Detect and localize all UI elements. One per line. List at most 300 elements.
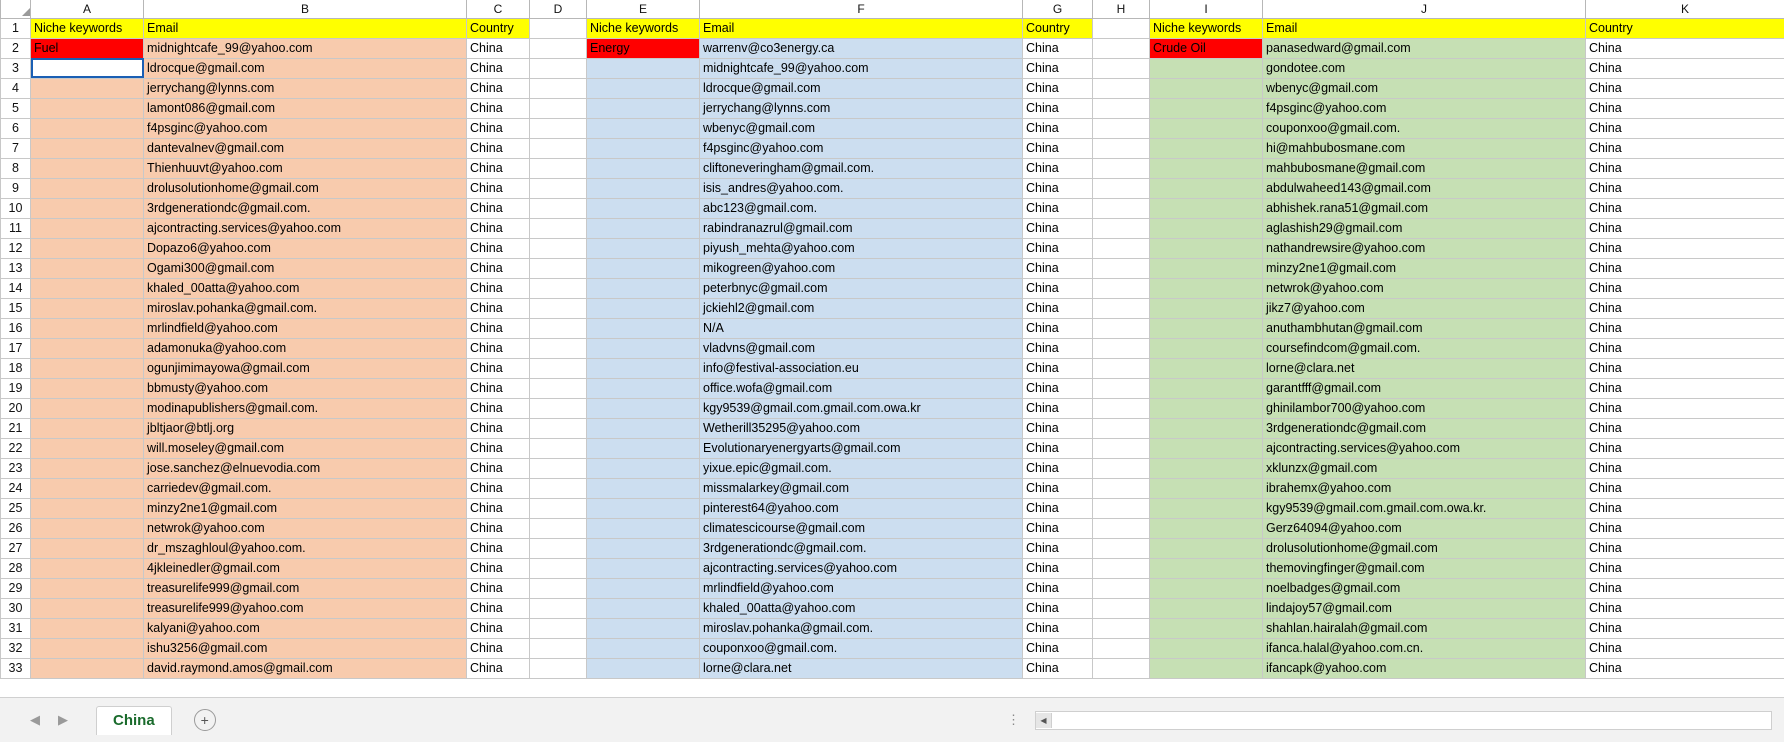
cell-K29[interactable]: China	[1586, 578, 1784, 598]
cell-B12[interactable]: Dopazo6@yahoo.com	[144, 238, 467, 258]
cell-H3[interactable]	[1093, 58, 1150, 78]
cell-C29[interactable]: China	[467, 578, 530, 598]
cell-F32[interactable]: couponxoo@gmail.com.	[700, 638, 1023, 658]
cell-B25[interactable]: minzy2ne1@gmail.com	[144, 498, 467, 518]
cell-F12[interactable]: piyush_mehta@yahoo.com	[700, 238, 1023, 258]
cell-B16[interactable]: mrlindfield@yahoo.com	[144, 318, 467, 338]
table-row[interactable]	[1, 58, 1784, 78]
cell-B19[interactable]: bbmusty@yahoo.com	[144, 378, 467, 398]
cell-D8[interactable]	[530, 158, 587, 178]
cell-K8[interactable]: China	[1586, 158, 1784, 178]
cell-J32[interactable]: ifanca.halal@yahoo.com.cn.	[1263, 638, 1586, 658]
cell-G20[interactable]: China	[1023, 398, 1093, 418]
table-row[interactable]	[1, 298, 1784, 318]
cell-K32[interactable]: China	[1586, 638, 1784, 658]
row-number-3[interactable]: 3	[1, 58, 31, 78]
cell-I14[interactable]	[1150, 278, 1263, 298]
cell-F4[interactable]: ldrocque@gmail.com	[700, 78, 1023, 98]
cell-A16[interactable]	[31, 318, 144, 338]
table-row[interactable]	[1, 318, 1784, 338]
cell-D4[interactable]	[530, 78, 587, 98]
cell-I9[interactable]	[1150, 178, 1263, 198]
cell-J10[interactable]: abhishek.rana51@gmail.com	[1263, 198, 1586, 218]
cell-K20[interactable]: China	[1586, 398, 1784, 418]
cell-E21[interactable]	[587, 418, 700, 438]
table-row[interactable]	[1, 78, 1784, 98]
cell-D17[interactable]	[530, 338, 587, 358]
cell-B13[interactable]: Ogami300@gmail.com	[144, 258, 467, 278]
cell-E26[interactable]	[587, 518, 700, 538]
cell-A5[interactable]	[31, 98, 144, 118]
cell-A29[interactable]	[31, 578, 144, 598]
cell-E31[interactable]	[587, 618, 700, 638]
cell-A20[interactable]	[31, 398, 144, 418]
cell-E30[interactable]	[587, 598, 700, 618]
cell-H15[interactable]	[1093, 298, 1150, 318]
cell-H7[interactable]	[1093, 138, 1150, 158]
cell-K6[interactable]: China	[1586, 118, 1784, 138]
header-cell-B[interactable]: Email	[144, 18, 467, 38]
cell-E17[interactable]	[587, 338, 700, 358]
cell-I3[interactable]	[1150, 58, 1263, 78]
header-cell-H[interactable]	[1093, 18, 1150, 38]
cell-F23[interactable]: yixue.epic@gmail.com.	[700, 458, 1023, 478]
cell-C24[interactable]: China	[467, 478, 530, 498]
cell-K21[interactable]: China	[1586, 418, 1784, 438]
cell-C30[interactable]: China	[467, 598, 530, 618]
cell-H9[interactable]	[1093, 178, 1150, 198]
cell-H24[interactable]	[1093, 478, 1150, 498]
table-row[interactable]	[1, 258, 1784, 278]
cell-D3[interactable]	[530, 58, 587, 78]
cell-G14[interactable]: China	[1023, 278, 1093, 298]
cell-G21[interactable]: China	[1023, 418, 1093, 438]
row-number-9[interactable]: 9	[1, 178, 31, 198]
cell-H14[interactable]	[1093, 278, 1150, 298]
cell-A31[interactable]	[31, 618, 144, 638]
column-header-E[interactable]: E	[587, 0, 700, 18]
cell-A18[interactable]	[31, 358, 144, 378]
cell-C19[interactable]: China	[467, 378, 530, 398]
cell-J6[interactable]: couponxoo@gmail.com.	[1263, 118, 1586, 138]
cell-B20[interactable]: modinapublishers@gmail.com.	[144, 398, 467, 418]
cell-H20[interactable]	[1093, 398, 1150, 418]
cell-A4[interactable]	[31, 78, 144, 98]
cell-I21[interactable]	[1150, 418, 1263, 438]
cell-F19[interactable]: office.wofa@gmail.com	[700, 378, 1023, 398]
cell-F16[interactable]: N/A	[700, 318, 1023, 338]
cell-K2[interactable]: China	[1586, 38, 1784, 58]
cell-H29[interactable]	[1093, 578, 1150, 598]
cell-F22[interactable]: Evolutionaryenergyarts@gmail.com	[700, 438, 1023, 458]
cell-E15[interactable]	[587, 298, 700, 318]
cell-F18[interactable]: info@festival-association.eu	[700, 358, 1023, 378]
cell-A11[interactable]	[31, 218, 144, 238]
sheet-nav-buttons[interactable]	[30, 712, 68, 728]
prev-sheet-icon[interactable]: ◀	[30, 712, 40, 727]
cell-A28[interactable]	[31, 558, 144, 578]
column-header-I[interactable]: I	[1150, 0, 1263, 18]
row-number-16[interactable]: 16	[1, 318, 31, 338]
cell-I25[interactable]	[1150, 498, 1263, 518]
header-cell-J[interactable]: Email	[1263, 18, 1586, 38]
cell-K26[interactable]: China	[1586, 518, 1784, 538]
column-header-G[interactable]: G	[1023, 0, 1093, 18]
cell-J12[interactable]: nathandrewsire@yahoo.com	[1263, 238, 1586, 258]
cell-G10[interactable]: China	[1023, 198, 1093, 218]
cell-I13[interactable]	[1150, 258, 1263, 278]
cell-G16[interactable]: China	[1023, 318, 1093, 338]
cell-K11[interactable]: China	[1586, 218, 1784, 238]
cell-G17[interactable]: China	[1023, 338, 1093, 358]
cell-E12[interactable]	[587, 238, 700, 258]
cell-J27[interactable]: drolusolutionhome@gmail.com	[1263, 538, 1586, 558]
cell-F9[interactable]: isis_andres@yahoo.com.	[700, 178, 1023, 198]
header-cell-D[interactable]	[530, 18, 587, 38]
cell-B6[interactable]: f4psginc@yahoo.com	[144, 118, 467, 138]
column-header-A[interactable]: A	[31, 0, 144, 18]
cell-I23[interactable]	[1150, 458, 1263, 478]
row-number-12[interactable]: 12	[1, 238, 31, 258]
table-row[interactable]	[1, 198, 1784, 218]
cell-A26[interactable]	[31, 518, 144, 538]
cell-C2[interactable]: China	[467, 38, 530, 58]
cell-K13[interactable]: China	[1586, 258, 1784, 278]
cell-G12[interactable]: China	[1023, 238, 1093, 258]
cell-A7[interactable]	[31, 138, 144, 158]
cell-A21[interactable]	[31, 418, 144, 438]
cell-D23[interactable]	[530, 458, 587, 478]
cell-E11[interactable]	[587, 218, 700, 238]
cell-B18[interactable]: ogunjimimayowa@gmail.com	[144, 358, 467, 378]
cell-D9[interactable]	[530, 178, 587, 198]
cell-F5[interactable]: jerrychang@lynns.com	[700, 98, 1023, 118]
row-number-2[interactable]: 2	[1, 38, 31, 58]
cell-D22[interactable]	[530, 438, 587, 458]
row-number-27[interactable]: 27	[1, 538, 31, 558]
cell-F7[interactable]: f4psginc@yahoo.com	[700, 138, 1023, 158]
cell-F29[interactable]: mrlindfield@yahoo.com	[700, 578, 1023, 598]
row-number-21[interactable]: 21	[1, 418, 31, 438]
cell-K30[interactable]: China	[1586, 598, 1784, 618]
cell-E29[interactable]	[587, 578, 700, 598]
cell-A14[interactable]	[31, 278, 144, 298]
cell-F24[interactable]: missmalarkey@gmail.com	[700, 478, 1023, 498]
cell-D7[interactable]	[530, 138, 587, 158]
cell-E24[interactable]	[587, 478, 700, 498]
cell-G22[interactable]: China	[1023, 438, 1093, 458]
table-row[interactable]	[1, 558, 1784, 578]
cell-J20[interactable]: ghinilambor700@yahoo.com	[1263, 398, 1586, 418]
cell-C12[interactable]: China	[467, 238, 530, 258]
cell-J18[interactable]: lorne@clara.net	[1263, 358, 1586, 378]
header-cell-A[interactable]: Niche keywords	[31, 18, 144, 38]
cell-H16[interactable]	[1093, 318, 1150, 338]
cell-G8[interactable]: China	[1023, 158, 1093, 178]
cell-D20[interactable]	[530, 398, 587, 418]
cell-C26[interactable]: China	[467, 518, 530, 538]
cell-I11[interactable]	[1150, 218, 1263, 238]
cell-I16[interactable]	[1150, 318, 1263, 338]
row-number-23[interactable]: 23	[1, 458, 31, 478]
cell-K7[interactable]: China	[1586, 138, 1784, 158]
header-cell-K[interactable]: Country	[1586, 18, 1784, 38]
cell-K31[interactable]: China	[1586, 618, 1784, 638]
cell-E14[interactable]	[587, 278, 700, 298]
cell-H23[interactable]	[1093, 458, 1150, 478]
row-number-13[interactable]: 13	[1, 258, 31, 278]
header-cell-E[interactable]: Niche keywords	[587, 18, 700, 38]
cell-G3[interactable]: China	[1023, 58, 1093, 78]
sheet-tab-china[interactable]: China	[96, 706, 172, 735]
table-row[interactable]	[1, 338, 1784, 358]
cell-C4[interactable]: China	[467, 78, 530, 98]
cell-J22[interactable]: ajcontracting.services@yahoo.com	[1263, 438, 1586, 458]
cell-I20[interactable]	[1150, 398, 1263, 418]
cell-K4[interactable]: China	[1586, 78, 1784, 98]
column-header-F[interactable]: F	[700, 0, 1023, 18]
cell-D5[interactable]	[530, 98, 587, 118]
cell-E23[interactable]	[587, 458, 700, 478]
cell-I28[interactable]	[1150, 558, 1263, 578]
table-row[interactable]	[1, 498, 1784, 518]
cell-H31[interactable]	[1093, 618, 1150, 638]
cell-I7[interactable]	[1150, 138, 1263, 158]
cell-B11[interactable]: ajcontracting.services@yahoo.com	[144, 218, 467, 238]
cell-G28[interactable]: China	[1023, 558, 1093, 578]
cell-I33[interactable]	[1150, 658, 1263, 678]
cell-A15[interactable]	[31, 298, 144, 318]
cell-D21[interactable]	[530, 418, 587, 438]
table-row[interactable]	[1, 418, 1784, 438]
cell-D33[interactable]	[530, 658, 587, 678]
table-row[interactable]	[1, 398, 1784, 418]
cell-G23[interactable]: China	[1023, 458, 1093, 478]
cell-E33[interactable]	[587, 658, 700, 678]
cell-B33[interactable]: david.raymond.amos@gmail.com	[144, 658, 467, 678]
cell-G15[interactable]: China	[1023, 298, 1093, 318]
cell-A3[interactable]	[31, 58, 144, 78]
cell-C7[interactable]: China	[467, 138, 530, 158]
cell-F14[interactable]: peterbnyc@gmail.com	[700, 278, 1023, 298]
cell-K17[interactable]: China	[1586, 338, 1784, 358]
cell-A6[interactable]	[31, 118, 144, 138]
table-row[interactable]	[1, 538, 1784, 558]
cell-K28[interactable]: China	[1586, 558, 1784, 578]
cell-D32[interactable]	[530, 638, 587, 658]
cell-A17[interactable]	[31, 338, 144, 358]
cell-J14[interactable]: netwrok@yahoo.com	[1263, 278, 1586, 298]
cell-K33[interactable]: China	[1586, 658, 1784, 678]
table-row[interactable]	[1, 218, 1784, 238]
cell-F31[interactable]: miroslav.pohanka@gmail.com.	[700, 618, 1023, 638]
row-number-28[interactable]: 28	[1, 558, 31, 578]
cell-K25[interactable]: China	[1586, 498, 1784, 518]
cell-C6[interactable]: China	[467, 118, 530, 138]
header-cell-F[interactable]: Email	[700, 18, 1023, 38]
cell-K12[interactable]: China	[1586, 238, 1784, 258]
table-row[interactable]	[1, 358, 1784, 378]
row-number-22[interactable]: 22	[1, 438, 31, 458]
cell-G5[interactable]: China	[1023, 98, 1093, 118]
cell-H32[interactable]	[1093, 638, 1150, 658]
cell-H27[interactable]	[1093, 538, 1150, 558]
row-number-4[interactable]: 4	[1, 78, 31, 98]
cell-K9[interactable]: China	[1586, 178, 1784, 198]
cell-B22[interactable]: will.moseley@gmail.com	[144, 438, 467, 458]
cell-I4[interactable]	[1150, 78, 1263, 98]
cell-G9[interactable]: China	[1023, 178, 1093, 198]
cell-F3[interactable]: midnightcafe_99@yahoo.com	[700, 58, 1023, 78]
cell-A9[interactable]	[31, 178, 144, 198]
cell-B5[interactable]: lamont086@gmail.com	[144, 98, 467, 118]
row-number-6[interactable]: 6	[1, 118, 31, 138]
cell-I18[interactable]	[1150, 358, 1263, 378]
cell-H10[interactable]	[1093, 198, 1150, 218]
cell-C33[interactable]: China	[467, 658, 530, 678]
row-number-7[interactable]: 7	[1, 138, 31, 158]
table-row[interactable]	[1, 438, 1784, 458]
header-cell-C[interactable]: Country	[467, 18, 530, 38]
cell-E7[interactable]	[587, 138, 700, 158]
table-row[interactable]	[1, 178, 1784, 198]
cell-J17[interactable]: coursefindcom@gmail.com.	[1263, 338, 1586, 358]
cell-B17[interactable]: adamonuka@yahoo.com	[144, 338, 467, 358]
cell-H2[interactable]	[1093, 38, 1150, 58]
cell-H5[interactable]	[1093, 98, 1150, 118]
cell-F2[interactable]: warrenv@co3energy.ca	[700, 38, 1023, 58]
table-row[interactable]	[1, 18, 1784, 38]
cell-J13[interactable]: minzy2ne1@gmail.com	[1263, 258, 1586, 278]
row-number-25[interactable]: 25	[1, 498, 31, 518]
table-row[interactable]	[1, 618, 1784, 638]
cell-D14[interactable]	[530, 278, 587, 298]
cell-A25[interactable]	[31, 498, 144, 518]
header-cell-I[interactable]: Niche keywords	[1150, 18, 1263, 38]
cell-D26[interactable]	[530, 518, 587, 538]
cell-I12[interactable]	[1150, 238, 1263, 258]
cell-A2[interactable]: Fuel	[31, 38, 144, 58]
cell-G32[interactable]: China	[1023, 638, 1093, 658]
cell-I19[interactable]	[1150, 378, 1263, 398]
cell-C28[interactable]: China	[467, 558, 530, 578]
cell-J16[interactable]: anuthambhutan@gmail.com	[1263, 318, 1586, 338]
cell-E6[interactable]	[587, 118, 700, 138]
table-row[interactable]	[1, 578, 1784, 598]
cell-B10[interactable]: 3rdgenerationdc@gmail.com.	[144, 198, 467, 218]
cell-J21[interactable]: 3rdgenerationdc@gmail.com	[1263, 418, 1586, 438]
cell-H6[interactable]	[1093, 118, 1150, 138]
cell-C14[interactable]: China	[467, 278, 530, 298]
cell-C16[interactable]: China	[467, 318, 530, 338]
cell-A24[interactable]	[31, 478, 144, 498]
cell-I32[interactable]	[1150, 638, 1263, 658]
cell-J11[interactable]: aglashish29@gmail.com	[1263, 218, 1586, 238]
cell-H30[interactable]	[1093, 598, 1150, 618]
row-number-32[interactable]: 32	[1, 638, 31, 658]
column-header-C[interactable]: C	[467, 0, 530, 18]
cell-E32[interactable]	[587, 638, 700, 658]
cell-D31[interactable]	[530, 618, 587, 638]
row-number-30[interactable]: 30	[1, 598, 31, 618]
cell-J31[interactable]: shahlan.hairalah@gmail.com	[1263, 618, 1586, 638]
row-number-33[interactable]: 33	[1, 658, 31, 678]
cell-K27[interactable]: China	[1586, 538, 1784, 558]
cell-G6[interactable]: China	[1023, 118, 1093, 138]
row-number-5[interactable]: 5	[1, 98, 31, 118]
column-header-D[interactable]: D	[530, 0, 587, 18]
table-row[interactable]	[1, 458, 1784, 478]
table-row[interactable]	[1, 278, 1784, 298]
table-row[interactable]	[1, 478, 1784, 498]
cell-K24[interactable]: China	[1586, 478, 1784, 498]
cell-F11[interactable]: rabindranazrul@gmail.com	[700, 218, 1023, 238]
cell-B21[interactable]: jbltjaor@btlj.org	[144, 418, 467, 438]
cell-C11[interactable]: China	[467, 218, 530, 238]
cell-K15[interactable]: China	[1586, 298, 1784, 318]
cell-D11[interactable]	[530, 218, 587, 238]
row-number-1[interactable]: 1	[1, 18, 31, 38]
cell-H21[interactable]	[1093, 418, 1150, 438]
cell-B15[interactable]: miroslav.pohanka@gmail.com.	[144, 298, 467, 318]
cell-C9[interactable]: China	[467, 178, 530, 198]
cell-E20[interactable]	[587, 398, 700, 418]
table-row[interactable]	[1, 658, 1784, 678]
cell-G7[interactable]: China	[1023, 138, 1093, 158]
cell-A8[interactable]	[31, 158, 144, 178]
cell-G2[interactable]: China	[1023, 38, 1093, 58]
cell-H19[interactable]	[1093, 378, 1150, 398]
cell-G33[interactable]: China	[1023, 658, 1093, 678]
cell-G25[interactable]: China	[1023, 498, 1093, 518]
cell-C21[interactable]: China	[467, 418, 530, 438]
cell-B4[interactable]: jerrychang@lynns.com	[144, 78, 467, 98]
cell-D24[interactable]	[530, 478, 587, 498]
cell-D12[interactable]	[530, 238, 587, 258]
table-row[interactable]	[1, 378, 1784, 398]
cell-F10[interactable]: abc123@gmail.com.	[700, 198, 1023, 218]
cell-D6[interactable]	[530, 118, 587, 138]
cell-G29[interactable]: China	[1023, 578, 1093, 598]
cell-B23[interactable]: jose.sanchez@elnuevodia.com	[144, 458, 467, 478]
cell-D19[interactable]	[530, 378, 587, 398]
add-sheet-icon[interactable]: +	[194, 709, 216, 731]
cell-K16[interactable]: China	[1586, 318, 1784, 338]
cell-E22[interactable]	[587, 438, 700, 458]
cell-C5[interactable]: China	[467, 98, 530, 118]
cell-H17[interactable]	[1093, 338, 1150, 358]
cell-D16[interactable]	[530, 318, 587, 338]
cell-J33[interactable]: ifancapk@yahoo.com	[1263, 658, 1586, 678]
cell-E28[interactable]	[587, 558, 700, 578]
cell-G13[interactable]: China	[1023, 258, 1093, 278]
cell-H28[interactable]	[1093, 558, 1150, 578]
horizontal-scrollbar[interactable]	[1035, 711, 1772, 730]
cell-A12[interactable]	[31, 238, 144, 258]
cell-J2[interactable]: panasedward@gmail.com	[1263, 38, 1586, 58]
cell-C25[interactable]: China	[467, 498, 530, 518]
cell-D28[interactable]	[530, 558, 587, 578]
column-header-J[interactable]: J	[1263, 0, 1586, 18]
cell-E13[interactable]	[587, 258, 700, 278]
cell-E10[interactable]	[587, 198, 700, 218]
cell-J5[interactable]: f4psginc@yahoo.com	[1263, 98, 1586, 118]
cell-G30[interactable]: China	[1023, 598, 1093, 618]
cell-I15[interactable]	[1150, 298, 1263, 318]
column-header-K[interactable]: K	[1586, 0, 1784, 18]
cell-C3[interactable]: China	[467, 58, 530, 78]
cell-H33[interactable]	[1093, 658, 1150, 678]
